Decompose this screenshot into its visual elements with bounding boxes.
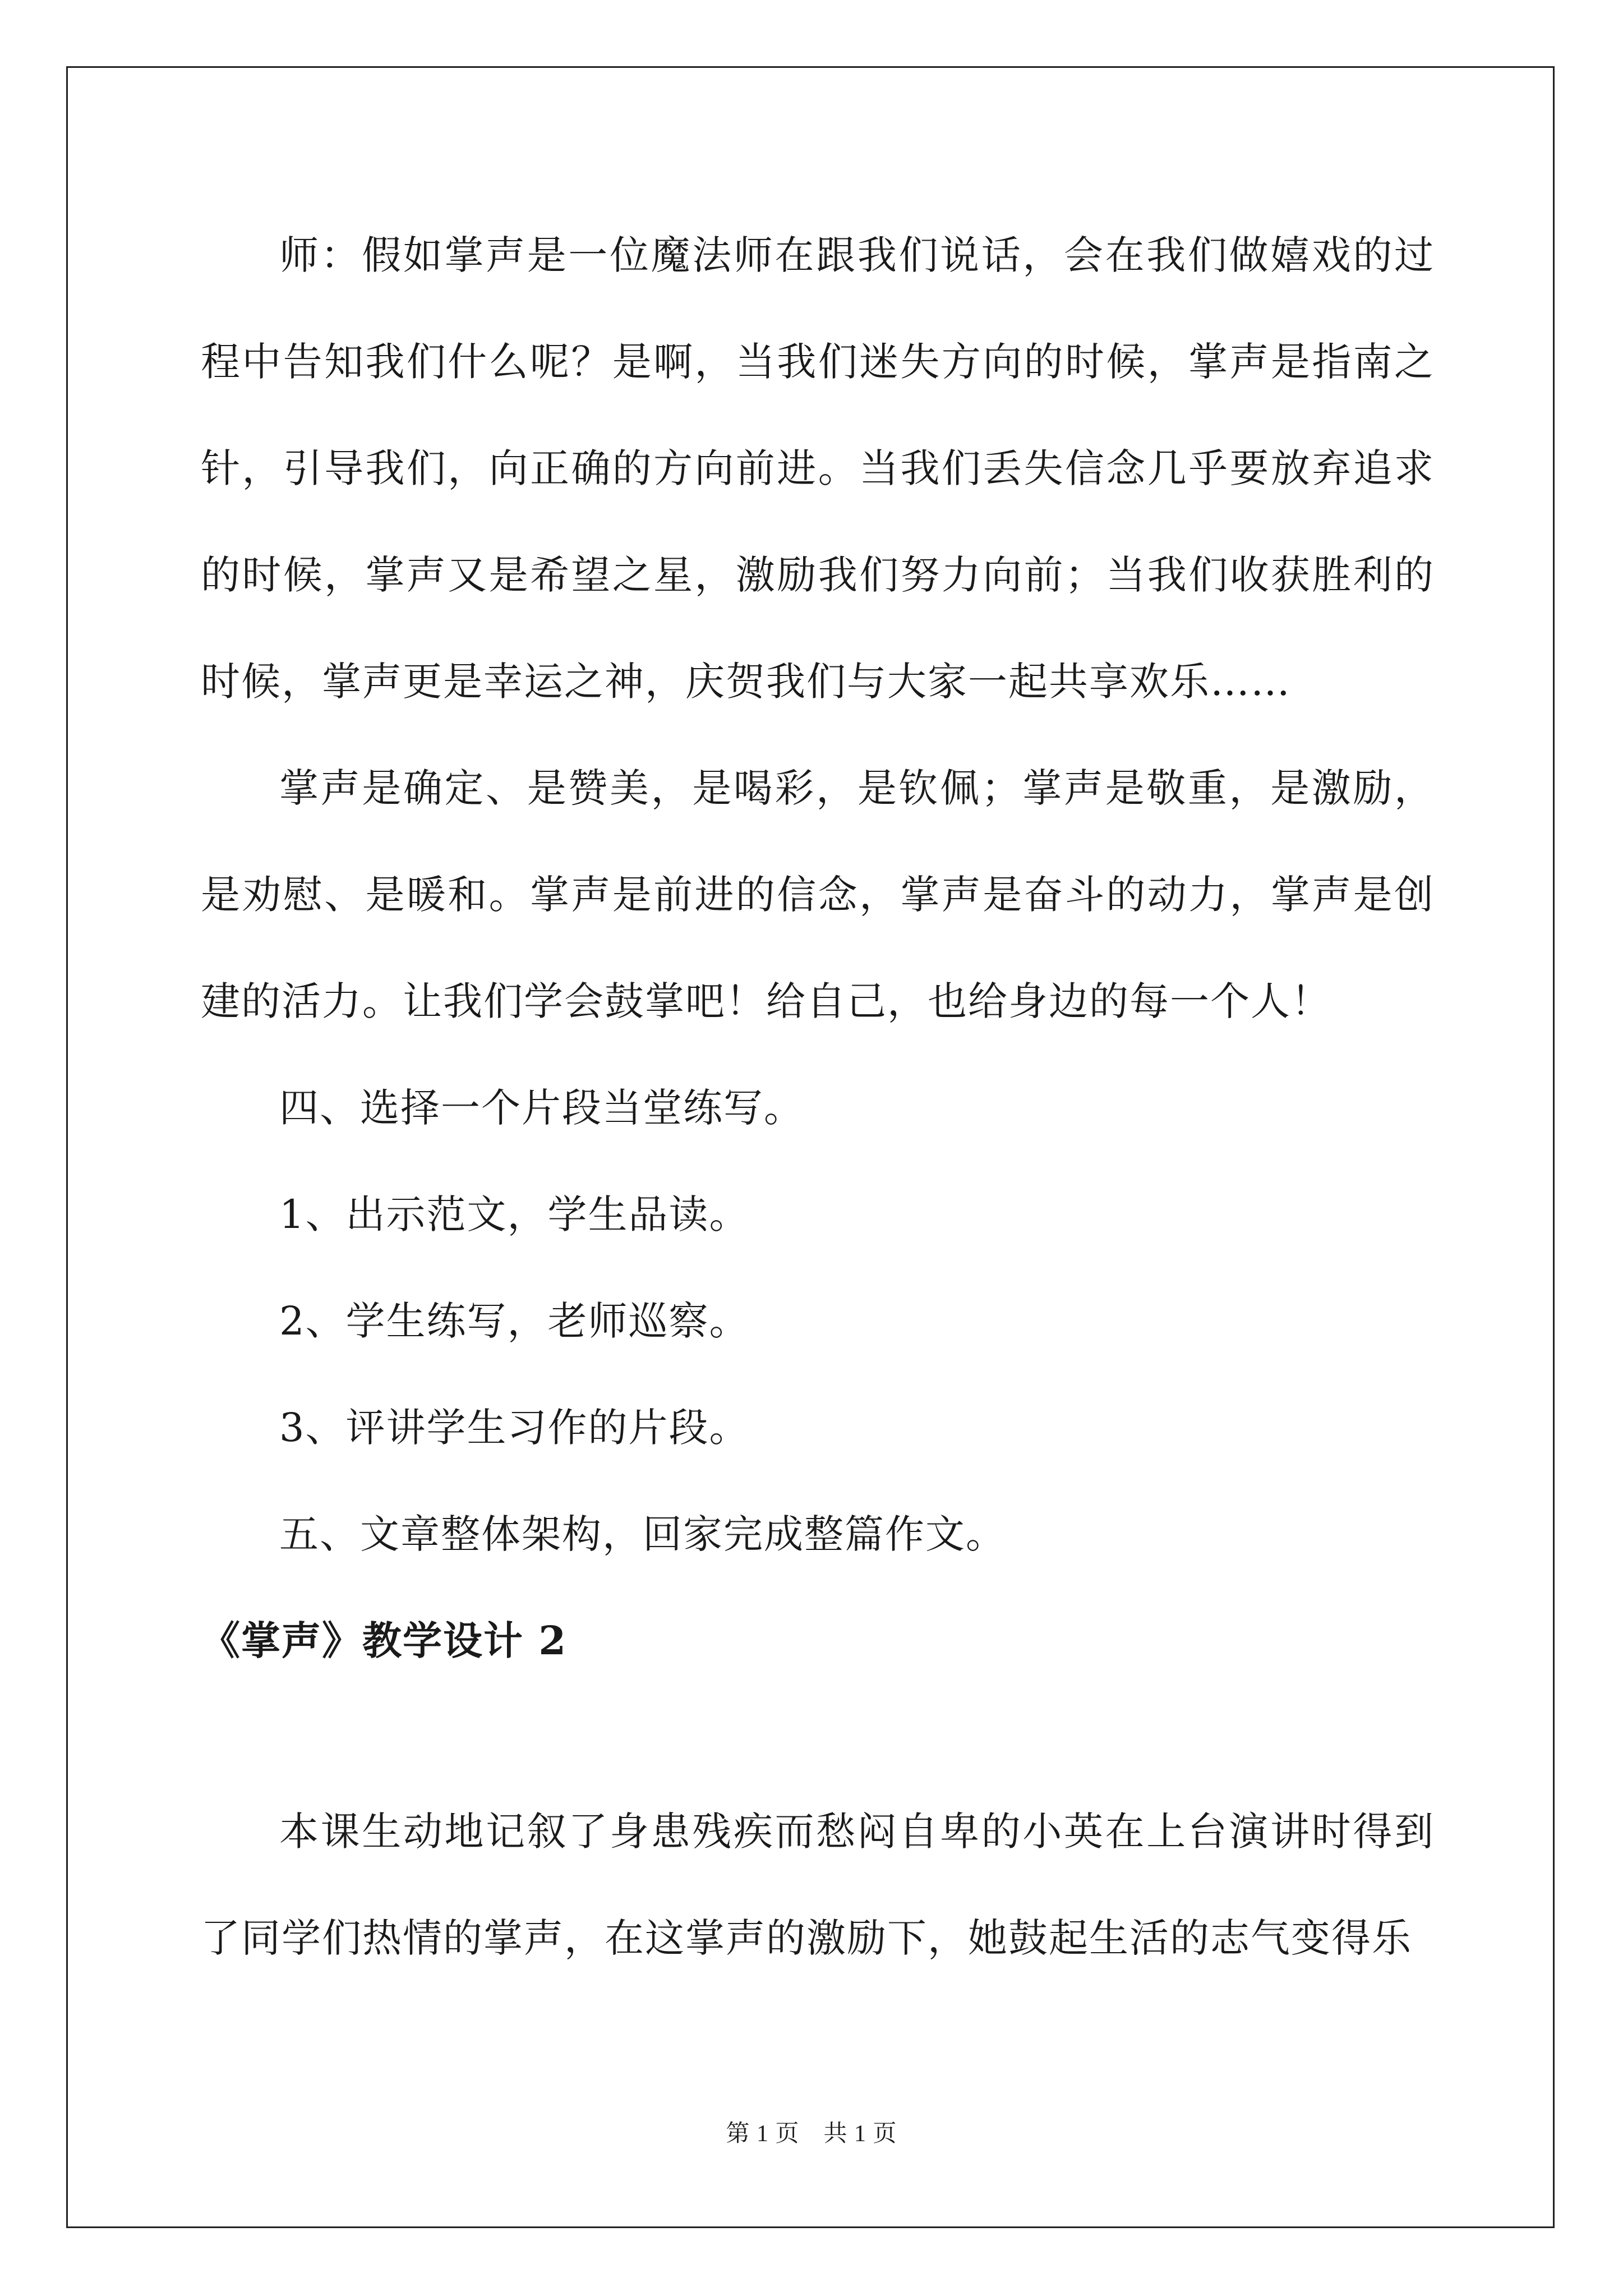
- paragraph-step-four-item-3: 3、评讲学生习作的片段。: [279, 1405, 750, 1451]
- paragraph-step-four-item-1: 1、出示范文，学生品读。: [279, 1191, 750, 1237]
- paragraph-teacher-speech: 师：假如掌声是一位魔法师在跟我们说话，会在我们做嬉戏的过程中告知我们什么呢？是啊，当我们迷失方向的时候，掌声是指南之针，引导我们，向正确的方向前进。当我们丢失信念几乎要放弃追求的时候，掌声又是希望之星，激励我们努力向前；当我们收获胜利的时候，掌声更是幸运之神，庆贺我们与大家一起共享欢乐……: [201, 232, 1435, 705]
- paragraph-lesson-summary: 本课生动地记叙了身患残疾而愁闷自卑的小英在上台演讲时得到了同学们热情的掌声，在这掌声的激励下，她鼓起生活的志气变得乐: [201, 1809, 1435, 1961]
- paragraph-step-five: 五、文章整体架构，回家完成整篇作文。: [279, 1511, 1006, 1557]
- section-spacer: [201, 1694, 1435, 1778]
- paragraph-applause-meaning: 掌声是确定、是赞美，是喝彩，是钦佩；掌声是敬重，是激励，是劝慰、是暖和。掌声是前进的信念，掌声是奋斗的动力，掌声是创建的活力。让我们学会鼓掌吧！给自己，也给身边的每一个人！: [201, 765, 1435, 1024]
- section-title: 《掌声》教学设计 2: [201, 1617, 568, 1664]
- paragraph-step-four: 四、选择一个片段当堂练写。: [279, 1085, 804, 1131]
- paragraph-step-four-item-2: 2、学生练写，老师巡察。: [279, 1298, 750, 1344]
- page-footer: 第 1 页 共 1 页: [726, 2121, 897, 2147]
- document-body: [201, 202, 1435, 1991]
